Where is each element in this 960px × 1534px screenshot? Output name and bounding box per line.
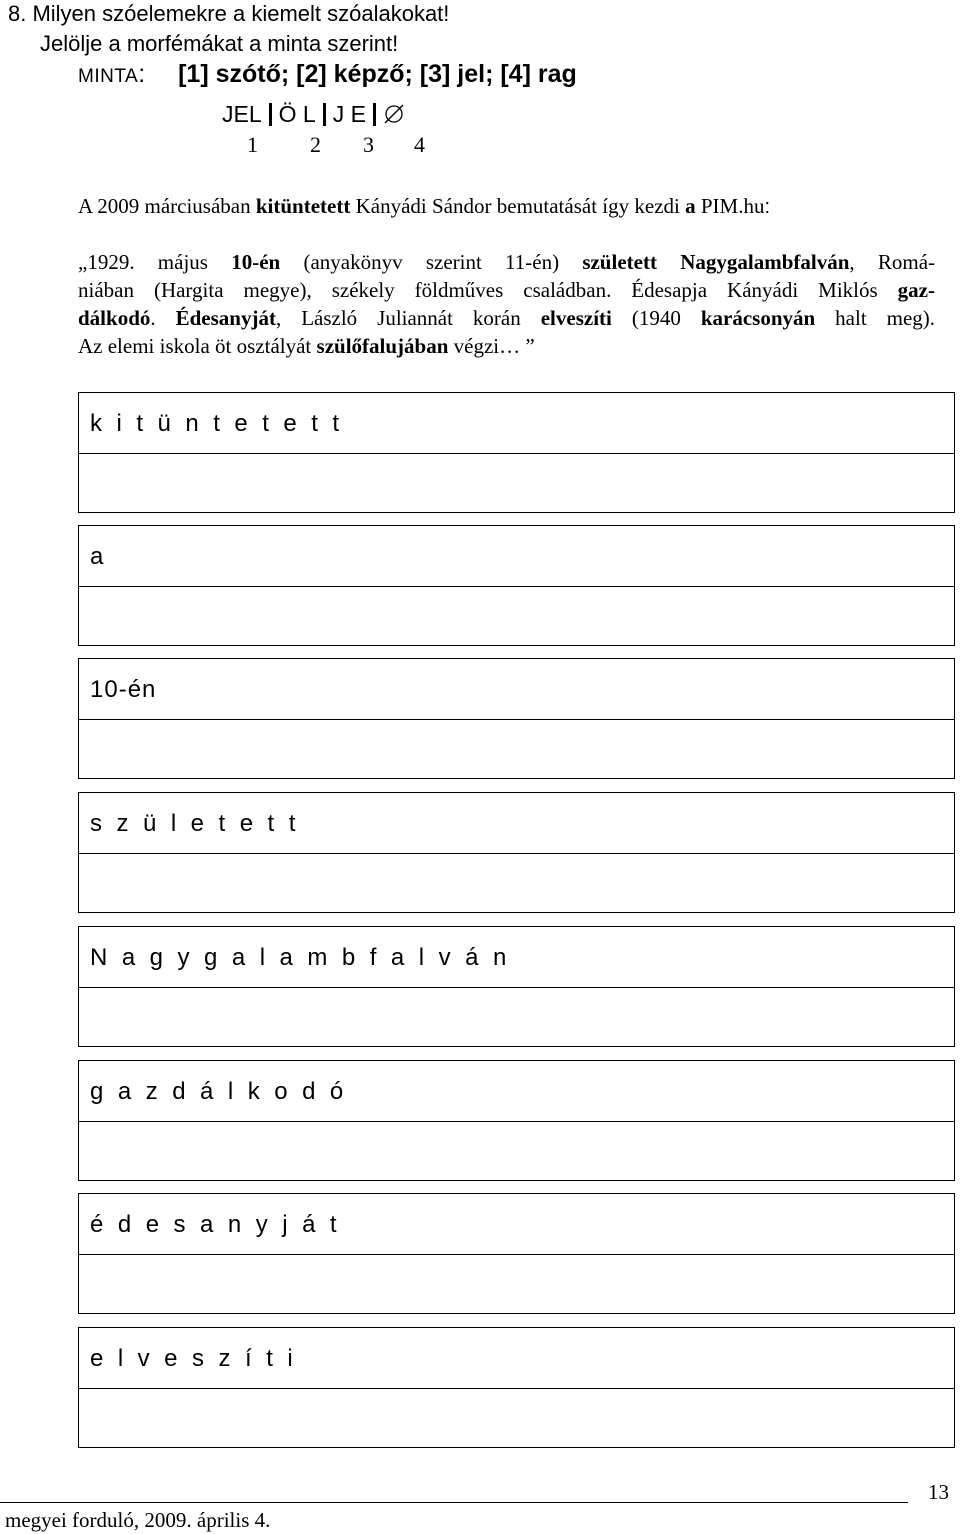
- word-label: született: [79, 793, 954, 854]
- word-box: [78, 525, 955, 646]
- intro-text: Kányádi Sándor bemutatását így kezdi: [350, 194, 686, 218]
- example-part-2: Ö L: [278, 101, 316, 127]
- word-box: [78, 926, 955, 1047]
- example-part-1: JEL: [222, 101, 262, 127]
- quote-text: [657, 250, 680, 274]
- quote-text: (1940: [611, 306, 701, 330]
- morpheme-separator: [269, 103, 272, 126]
- quote-highlight: gaz-: [897, 278, 935, 302]
- word-label: gazdálkodó: [79, 1061, 954, 1122]
- quote-line-2: [78, 276, 935, 304]
- sample-explanation: [1] szótő; [2] képző; [3] jel; [4] rag: [178, 60, 577, 88]
- word-box: [78, 792, 955, 913]
- quote-highlight: Édesanyját: [175, 306, 276, 330]
- morpheme-separator: [323, 103, 326, 126]
- sample-label: MINTA: [78, 66, 139, 87]
- word-label: kitüntetett: [79, 393, 954, 454]
- quote-text: halt meg).: [815, 306, 936, 330]
- answer-field[interactable]: [79, 854, 954, 912]
- sample-colon: :: [138, 60, 146, 88]
- answer-field[interactable]: [79, 720, 954, 778]
- word-box: [78, 1327, 955, 1448]
- question-title: 8. Milyen szóelemekre a kiemelt szóalakokat!: [8, 1, 450, 26]
- intro-highlight: a: [685, 194, 696, 218]
- quote-line-4: [78, 332, 935, 360]
- morpheme-separator: [373, 103, 376, 126]
- quote-highlight: szülőfalujában: [316, 334, 449, 358]
- quote-highlight: született: [582, 250, 657, 274]
- quote-text: .: [150, 306, 176, 330]
- example-part-3: J E: [332, 101, 366, 127]
- question-subtitle: Jelölje a morfémákat a minta szerint!: [40, 31, 399, 56]
- word-box: [78, 658, 955, 779]
- example-number-2: 2: [310, 132, 321, 157]
- word-label: 10-én: [79, 659, 954, 720]
- word-box: [78, 392, 955, 513]
- answer-field[interactable]: [79, 1389, 954, 1447]
- quote-text: , László Juliannát korán: [275, 306, 541, 330]
- answer-field[interactable]: [79, 1122, 954, 1180]
- quote-text: „1929. május: [78, 250, 232, 274]
- word-label: Nagygalambfalván: [79, 927, 954, 988]
- quote-line-1: [78, 248, 935, 276]
- word-box: [78, 1193, 955, 1314]
- intro-colon: :: [764, 196, 771, 218]
- quote-highlight: karácsonyán: [700, 306, 816, 330]
- quote-text: , Romá-: [849, 250, 936, 274]
- intro-sentence: [78, 193, 770, 220]
- quote-paragraph: [78, 248, 935, 360]
- footer-text: megyei forduló, 2009. április 4.: [5, 1508, 271, 1532]
- answer-field[interactable]: [79, 988, 954, 1046]
- quote-text: végzi… ”: [448, 334, 535, 358]
- example-number-1: 1: [247, 132, 258, 157]
- quote-highlight: Nagygalambfalván: [680, 250, 850, 274]
- answer-field[interactable]: [79, 454, 954, 512]
- quote-text: niában (Hargita megye), székely földműves családban. Édesapja Kányádi Miklós: [78, 278, 898, 302]
- quote-highlight: elveszíti: [540, 306, 612, 330]
- example-number-4: 4: [414, 132, 425, 157]
- word-label: elveszíti: [79, 1328, 954, 1389]
- word-label: édesanyját: [79, 1194, 954, 1255]
- example-number-3: 3: [363, 132, 374, 157]
- word-box: [78, 1060, 955, 1181]
- quote-text: Az elemi iskola öt osztályát: [78, 334, 317, 358]
- sample-example: [222, 100, 405, 131]
- intro-text: A 2009 márciusában: [78, 194, 256, 218]
- footer-divider: [0, 1502, 908, 1503]
- answer-field[interactable]: [79, 587, 954, 645]
- quote-highlight: 10-én: [231, 250, 281, 274]
- sample-line: [78, 59, 577, 92]
- quote-text: (anyakönyv szerint 11-én): [280, 250, 583, 274]
- intro-highlight: kitüntetett: [255, 194, 351, 218]
- word-label: a: [79, 526, 954, 587]
- intro-site: PIM.hu: [695, 194, 765, 218]
- page-number: 13: [928, 1480, 949, 1504]
- empty-set-icon: [383, 103, 405, 131]
- quote-highlight: dálkodó: [78, 306, 151, 330]
- answer-field[interactable]: [79, 1255, 954, 1313]
- quote-line-3: [78, 304, 935, 332]
